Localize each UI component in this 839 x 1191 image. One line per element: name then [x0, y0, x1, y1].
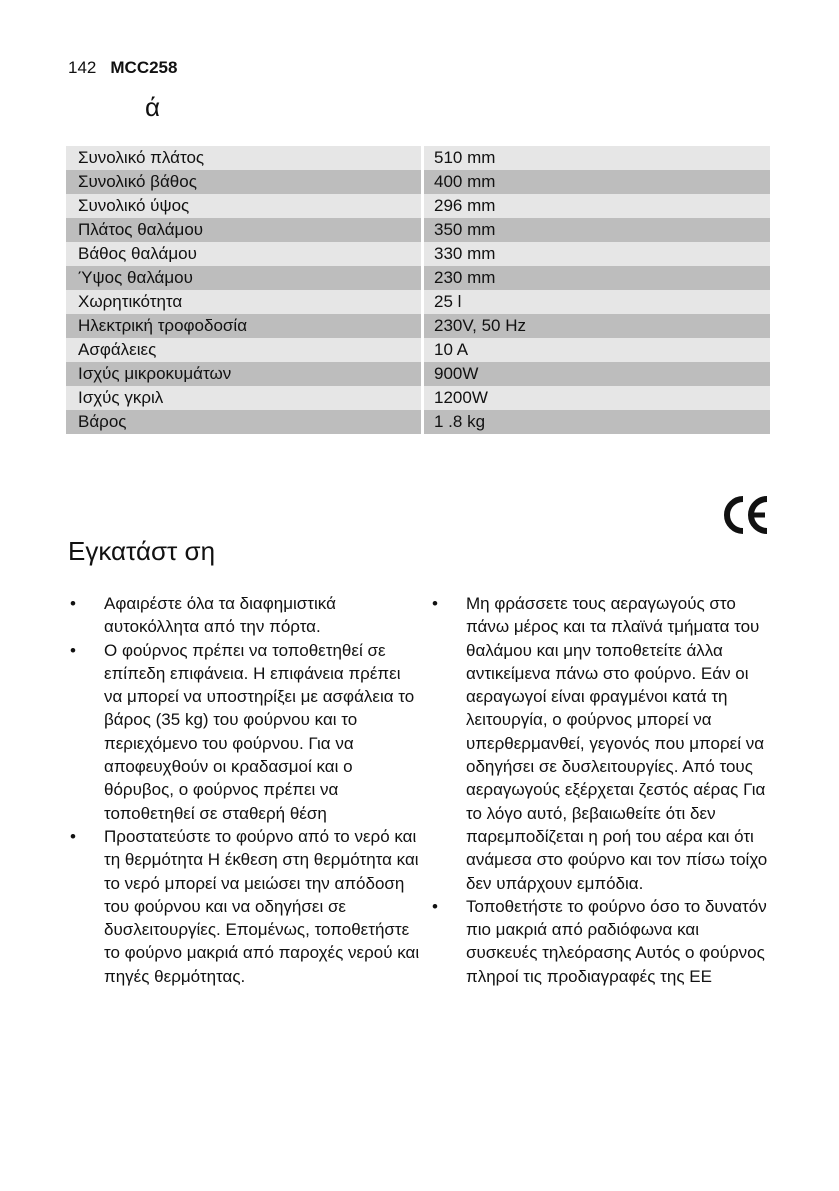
spec-label: Ισχύς μικροκυμάτων: [66, 362, 423, 386]
bullet-text: Ο φούρνος πρέπει να τοποθετηθεί σε επίπεδη επιφάνεια. Η επιφάνεια πρέπει να μπορεί να υποστηρίξει με ασφάλεια το βάρος (35 kg) του φούρνου και το περιεχόμενο του φούρνου. Για να αποφευχθούν οι κραδασμοί και ο θόρυβος, ο φούρνος πρέπει να τοποθετηθεί σε σταθερή θέση: [104, 640, 415, 823]
spec-label: Βάρος: [66, 410, 423, 434]
spec-label: Χωρητικότητα: [66, 290, 423, 314]
spec-value: 400 mm: [423, 170, 771, 194]
spec-row: [66, 314, 770, 338]
spec-label: Συνολικό βάθος: [66, 170, 423, 194]
spec-row: [66, 242, 770, 266]
spec-value: 230 mm: [423, 266, 771, 290]
spec-row: [66, 362, 770, 386]
spec-label: Ηλεκτρική τροφοδοσία: [66, 314, 423, 338]
page-header: [68, 58, 177, 78]
spec-value: 25 l: [423, 290, 771, 314]
spec-value: 10 A: [423, 338, 771, 362]
spec-value: 510 mm: [423, 146, 771, 170]
spec-value: 296 mm: [423, 194, 771, 218]
ce-mark-icon: [724, 496, 770, 534]
spec-label: Ασφάλειες: [66, 338, 423, 362]
installation-left-column: [70, 592, 420, 988]
spec-row: [66, 338, 770, 362]
specs-title: ά: [145, 92, 161, 122]
spec-label: Πλάτος θαλάμου: [66, 218, 423, 242]
bullet-item: [432, 895, 772, 988]
spec-label: Συνολικό ύψος: [66, 194, 423, 218]
bullet-icon: •: [432, 896, 438, 916]
bullet-text: Τοποθετήστε το φούρνο όσο το δυνατόν πιο μακριά από ραδιόφωνα και συσκευές τηλεόρασης Αυτός ο φούρνος πληροί τις προδιαγραφές της ΕΕ: [466, 896, 767, 986]
bullet-item: [432, 592, 772, 895]
bullet-item: [70, 639, 420, 825]
spec-value: 230V, 50 Hz: [423, 314, 771, 338]
bullet-icon: •: [70, 594, 76, 613]
bullet-icon: •: [70, 640, 76, 660]
spec-row: [66, 170, 770, 194]
spec-label: Ύψος θαλάμου: [66, 266, 423, 290]
spec-row: [66, 290, 770, 314]
specs-table: [66, 146, 770, 434]
bullet-icon: •: [432, 594, 438, 613]
spec-value: 330 mm: [423, 242, 771, 266]
bullet-item: [70, 592, 420, 639]
spec-label: Ισχύς γκριλ: [66, 386, 423, 410]
model-name: MCC258: [110, 58, 178, 77]
bullet-icon: •: [70, 826, 76, 846]
spec-row: [66, 386, 770, 410]
spec-label: Βάθος θαλάμου: [66, 242, 423, 266]
spec-value: 1 .8 kg: [423, 410, 771, 434]
spec-value: 350 mm: [423, 218, 771, 242]
installation-right-column: [432, 592, 772, 988]
spec-row: [66, 146, 770, 170]
spec-row: [66, 194, 770, 218]
spec-row: [66, 410, 770, 434]
page-number: 142: [68, 58, 97, 77]
spec-value: 900W: [423, 362, 771, 386]
bullet-text: Μη φράσσετε τους αεραγωγούς στο πάνω μέρος και τα πλαϊνά τμήματα του θαλάμου και μην τοποθετείτε άλλα αντικείμενα πάνω στο φούρνο. Εάν οι αεραγωγοί είναι φραγμένοι κατά τη λειτουργία, ο φούρνος μπορεί να υπερθερμανθεί, γεγονός που μπορεί να οδηγήσει σε δυσλειτουργίες. Από τους αεραγωγούς εξέρχεται ζεστός αέρας Για το λόγο αυτό, βεβαιωθείτε ότι δεν παρεμποδίζεται η ροή του αέρα και ότι ανάμεσα στο φούρνο και τον πίσω τοίχο δεν υπάρχουν εμπόδια.: [466, 594, 768, 893]
spec-row: [66, 266, 770, 290]
installation-title: Εγκατάστ ση: [68, 536, 216, 566]
spec-label: Συνολικό πλάτος: [66, 146, 423, 170]
spec-value: 1200W: [423, 386, 771, 410]
spec-row: [66, 218, 770, 242]
bullet-text: Προστατεύστε το φούρνο από το νερό και τη θερμότητα Η έκθεση στη θερμότητα και το νερό μπορεί να μειώσει την απόδοση του φούρνου και να οδηγήσει σε δυσλειτουργίες. Επομένως, τοποθετήστε το φούρνο μακριά από παροχές νερού και πηγές θερμότητας.: [104, 826, 420, 986]
bullet-item: [70, 825, 420, 988]
bullet-text: Αφαιρέστε όλα τα διαφημιστικά αυτοκόλλητα από την πόρτα.: [104, 594, 336, 637]
